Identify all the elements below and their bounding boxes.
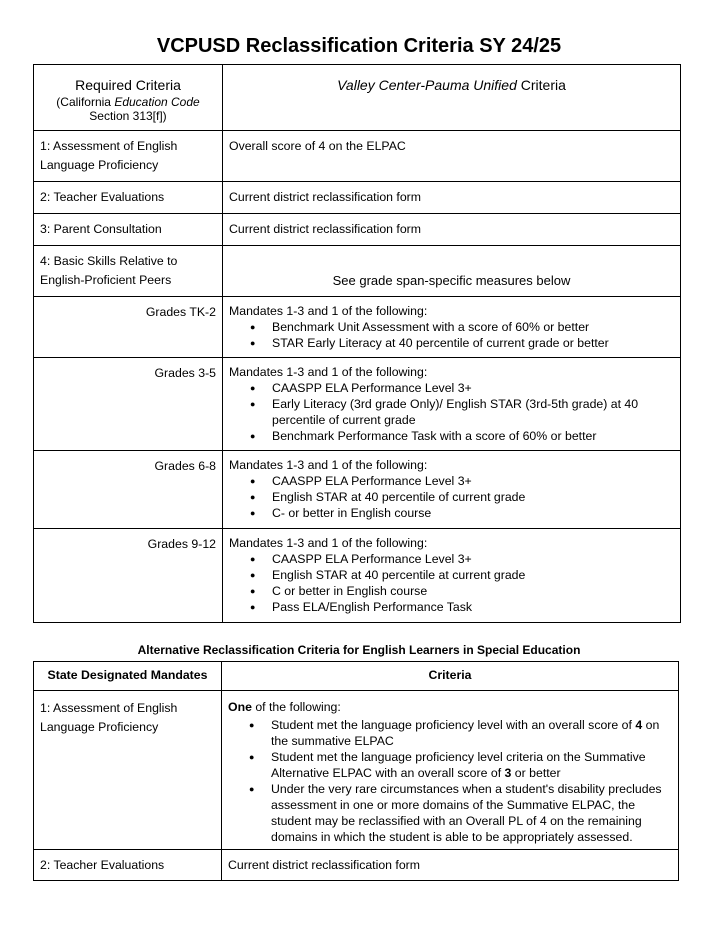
header-state-mandates: State Designated Mandates	[34, 662, 222, 691]
list-item: ● Benchmark Unit Assessment with a score of 60% or better	[272, 319, 674, 335]
table-row	[34, 131, 681, 182]
document-title: VCPUSD Reclassification Criteria SY 24/25	[156, 35, 562, 57]
grade-label: Grades 6-8	[34, 451, 223, 529]
row-value: Overall score of 4 on the ELPAC	[223, 131, 681, 182]
row-value: Current district reclassification form	[223, 214, 681, 246]
row-value: Current district reclassification form	[223, 182, 681, 214]
grade-criteria	[223, 451, 681, 529]
grade-criteria	[223, 297, 681, 358]
alt-row-value: Current district reclassification form	[222, 850, 679, 881]
alt-row-criteria	[222, 691, 679, 850]
header-required-criteria	[34, 65, 223, 131]
mandate-intro: Mandates 1-3 and 1 of the following:	[229, 365, 428, 379]
table-row	[34, 182, 681, 214]
list-item: ● Early Literacy (3rd grade Only)/ English STAR (3rd-5th grade) at 40 percentile of current grade	[272, 396, 674, 428]
header-criteria: Criteria	[222, 662, 679, 691]
criteria-table	[33, 64, 681, 623]
grade-label: Grades 3-5	[34, 358, 223, 451]
alt-section-title: Alternative Reclassification Criteria for English Learners in Special Education	[137, 643, 581, 657]
mandate-intro: Mandates 1-3 and 1 of the following:	[229, 304, 428, 318]
grade-row-3-5	[34, 358, 681, 451]
list-item: ● CAASPP ELA Performance Level 3+	[272, 551, 674, 567]
list-item: ● English STAR at 40 percentile of current grade	[272, 489, 674, 505]
grade-criteria	[223, 358, 681, 451]
list-item: ● C or better in English course	[272, 583, 674, 599]
alt-header-row	[34, 662, 679, 691]
alt-row-label: 1: Assessment of English Language Proficiency	[34, 691, 222, 850]
alt-table-row	[34, 850, 679, 881]
list-item: ● Pass ELA/English Performance Task	[272, 599, 674, 615]
header-district-criteria: Valley Center-Pauma Unified Criteria	[223, 65, 681, 131]
row-label: 3: Parent Consultation	[34, 214, 223, 246]
table-row	[34, 214, 681, 246]
alt-row-label: 2: Teacher Evaluations	[34, 850, 222, 881]
grade-label: Grades TK-2	[34, 297, 223, 358]
table-header-row	[34, 65, 681, 131]
row-value: See grade span-specific measures below	[223, 246, 681, 297]
list-item: ● STAR Early Literacy at 40 percentile of current grade or better	[272, 335, 674, 351]
row-label: 1: Assessment of English Language Proficiency	[34, 131, 223, 182]
list-item: ● Benchmark Performance Task with a score of 60% or better	[272, 428, 674, 444]
table-row	[34, 246, 681, 297]
alt-intro: One of the following:	[228, 700, 341, 714]
header-left-title: Required Criteria	[75, 77, 181, 93]
header-left-section: Section 313[f])	[89, 109, 167, 123]
list-item: ● Under the very rare circumstances when a student's disability precludes assessment in one or more domains of the Summative ELPAC, the student may be reclassified with an Overall PL of 4 on the remaining domains in which the student is able to be appropriately assessed.	[271, 781, 672, 845]
grade-row-tk2	[34, 297, 681, 358]
grade-label: Grades 9-12	[34, 529, 223, 623]
mandate-intro: Mandates 1-3 and 1 of the following:	[229, 458, 428, 472]
grade-row-6-8	[34, 451, 681, 529]
row-label: 2: Teacher Evaluations	[34, 182, 223, 214]
list-item: ● C- or better in English course	[272, 505, 674, 521]
list-item: ● Student met the language proficiency level with an overall score of 4 on the summative ELPAC	[271, 717, 672, 749]
header-left-subtitle: (California Education Code	[56, 95, 200, 109]
row-label: 4: Basic Skills Relative to English-Proficient Peers	[34, 246, 223, 297]
grade-criteria	[223, 529, 681, 623]
mandate-intro: Mandates 1-3 and 1 of the following:	[229, 536, 428, 550]
list-item: ● English STAR at 40 percentile at current grade	[272, 567, 674, 583]
list-item: ● Student met the language proficiency level criteria on the Summative Alternative ELPAC with an overall score of 3 or better	[271, 749, 672, 781]
alt-criteria-table	[33, 661, 679, 881]
grade-row-9-12	[34, 529, 681, 623]
list-item: ● CAASPP ELA Performance Level 3+	[272, 380, 674, 396]
alt-table-row	[34, 691, 679, 850]
list-item: ● CAASPP ELA Performance Level 3+	[272, 473, 674, 489]
